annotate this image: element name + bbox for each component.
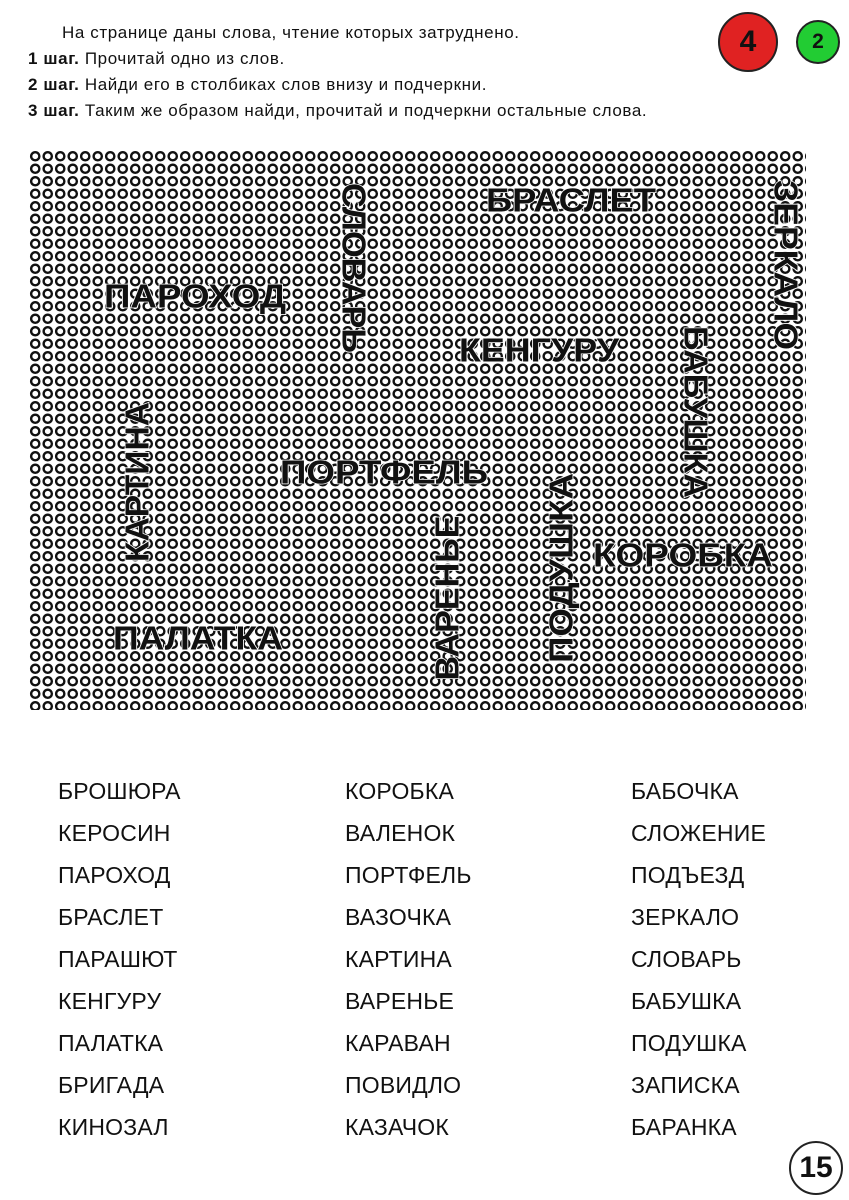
word-item[interactable]: ВАРЕНЬЕ [345, 988, 455, 1014]
word-item[interactable]: ВАЛЕНОК [345, 820, 456, 846]
hidden-word-kangaroo: КЕНГУРУ [459, 331, 620, 369]
word-item[interactable]: ЗАПИСКА [631, 1072, 740, 1098]
instructions-intro: На странице даны слова, чтение которых затруднено. [62, 23, 520, 42]
word-item[interactable]: ПОДУШКА [631, 1030, 747, 1056]
word-item[interactable]: БРИГАДА [58, 1072, 165, 1098]
step-1-label: 1 шаг. [28, 49, 80, 68]
instructions [28, 20, 808, 124]
word-item[interactable]: БАБОЧКА [631, 778, 739, 804]
word-item[interactable]: КАРТИНА [345, 946, 452, 972]
word-item[interactable]: ПАЛАТКА [58, 1030, 164, 1056]
hidden-word-dictionary: СЛОВАРЬ [335, 183, 373, 347]
word-column-3 [631, 770, 849, 1148]
word-column-1 [58, 770, 318, 1148]
step-3-text: Таким же образом найди, прочитай и подчеркни остальные слова. [84, 101, 648, 120]
puzzle-canvas [29, 150, 806, 710]
word-item[interactable]: ПОДЪЕЗД [631, 862, 745, 888]
word-item[interactable]: ПОВИДЛО [345, 1072, 462, 1098]
hidden-word-mirror: ЗЕРКАЛО [767, 180, 805, 338]
hidden-word-box: КОРОБКА [593, 536, 773, 574]
step-3-label: 3 шаг. [28, 101, 80, 120]
hidden-word-jam: ВАРЕНЬЕ [428, 520, 466, 681]
word-item[interactable]: БАБУШКА [631, 988, 742, 1014]
word-item[interactable]: ПОРТФЕЛЬ [345, 862, 472, 888]
word-item[interactable]: ЗЕРКАЛО [631, 904, 740, 930]
word-item[interactable]: ПАРОХОД [58, 862, 171, 888]
hidden-word-grandma: БАБУШКА [677, 326, 715, 493]
word-item[interactable]: КЕРОСИН [58, 820, 171, 846]
instruction-step-3 [28, 98, 808, 124]
step-2-label: 2 шаг. [28, 75, 80, 94]
level-badge: 4 [718, 12, 778, 72]
hidden-word-pillow: ПОДУШКА [542, 492, 580, 663]
word-column-2 [345, 770, 605, 1148]
word-item[interactable]: КОРОБКА [345, 778, 454, 804]
word-item[interactable]: БРОШЮРА [58, 778, 181, 804]
word-item[interactable]: КЕНГУРУ [58, 988, 162, 1014]
word-item[interactable]: ВАЗОЧКА [345, 904, 452, 930]
word-item[interactable]: БРАСЛЕТ [58, 904, 164, 930]
hidden-word-bracelet: БРАСЛЕТ [486, 181, 656, 219]
hidden-word-steamship: ПАРОХОД [104, 277, 286, 315]
instruction-step-1 [28, 46, 808, 72]
word-item[interactable]: КАРАВАН [345, 1030, 451, 1056]
word-item[interactable]: КИНОЗАЛ [58, 1114, 169, 1140]
answer-word-columns [58, 770, 818, 1150]
step-2-text: Найди его в столбиках слов внизу и подчеркни. [84, 75, 488, 94]
word-item[interactable]: СЛОВАРЬ [631, 946, 742, 972]
word-item[interactable]: БАРАНКА [631, 1114, 737, 1140]
instruction-step-2 [28, 72, 808, 98]
hidden-word-picture: КАРТИНА [118, 404, 156, 562]
hidden-words-puzzle [29, 150, 806, 710]
hidden-word-briefcase: ПОРТФЕЛЬ [280, 453, 488, 491]
sublevel-badge: 2 [796, 20, 840, 64]
step-1-text: Прочитай одно из слов. [84, 49, 285, 68]
word-item[interactable]: СЛОЖЕНИЕ [631, 820, 766, 846]
hidden-word-tent: ПАЛАТКА [113, 619, 283, 657]
word-item[interactable]: КАЗАЧОК [345, 1114, 449, 1140]
page-number: 15 [789, 1141, 843, 1195]
word-item[interactable]: ПАРАШЮТ [58, 946, 178, 972]
